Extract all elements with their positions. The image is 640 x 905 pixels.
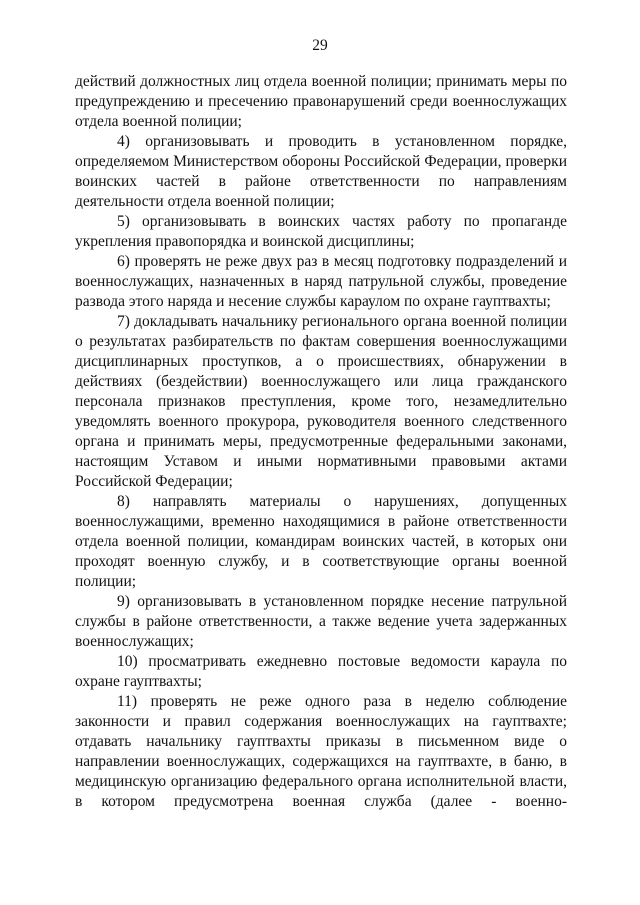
list-item-6: 6) проверять не реже двух раз в месяц подготовку подразделений и военнослужащих, назначенных в наряд патрульной службы, проведение развода этого наряда и несение службы караулом по охране гауптвахты;	[75, 253, 567, 310]
list-item-5: 5) организовывать в воинских частях работу по пропаганде укрепления правопорядка и воинской дисциплины;	[75, 213, 567, 250]
paragraph-continuation: действий должностных лиц отдела военной полиции; принимать меры по предупреждению и пресечению правонарушений среди военнослужащих отдела военной полиции;	[75, 73, 567, 130]
list-item-7: 7) докладывать начальнику регионального органа военной полиции о результатах разбирательств по фактам совершения военнослужащими дисциплинарных проступков, а о происшествиях, обнаружении в действиях (бездействии) военнослужащего или лица гражданского персонала признаков преступления, кроме того, незамедлительно уведомлять военного прокурора, руководителя военного следственного органа и принимать меры, предусмотренные федеральными законами, настоящим Уставом и иными нормативными правовыми актами Российской Федерации;	[75, 313, 567, 490]
list-item-11: 11) проверять не реже одного раза в неделю соблюдение законности и правил содержания военнослужащих на гауптвахте; отдавать начальнику гауптвахты приказы в письменном виде о направлении военнослужащих, содержащихся на гауптвахте, в баню, в медицинскую организацию федерального органа исполнительной власти, в котором предусмотрена военная служба (далее - военно-	[75, 693, 567, 810]
list-item-4: 4) организовывать и проводить в установленном порядке, определяемом Министерством обороны Российской Федерации, проверки воинских частей в районе ответственности по направлениям деятельности отдела военной полиции;	[75, 133, 567, 210]
page-number: 29	[312, 37, 328, 54]
list-item-8: 8) направлять материалы о нарушениях, допущенных военнослужащими, временно находящимися в районе ответственности отдела военной полиции, командирам воинских частей, в которых они проходят военную службу, и в соответствующие органы военной полиции;	[75, 493, 567, 590]
list-item-10: 10) просматривать ежедневно постовые ведомости караула по охране гауптвахты;	[75, 653, 567, 690]
document-body	[75, 72, 567, 812]
list-item-9: 9) организовывать в установленном порядке несение патрульной службы в районе ответственности, а также ведение учета задержанных военнослужащих;	[75, 593, 567, 650]
